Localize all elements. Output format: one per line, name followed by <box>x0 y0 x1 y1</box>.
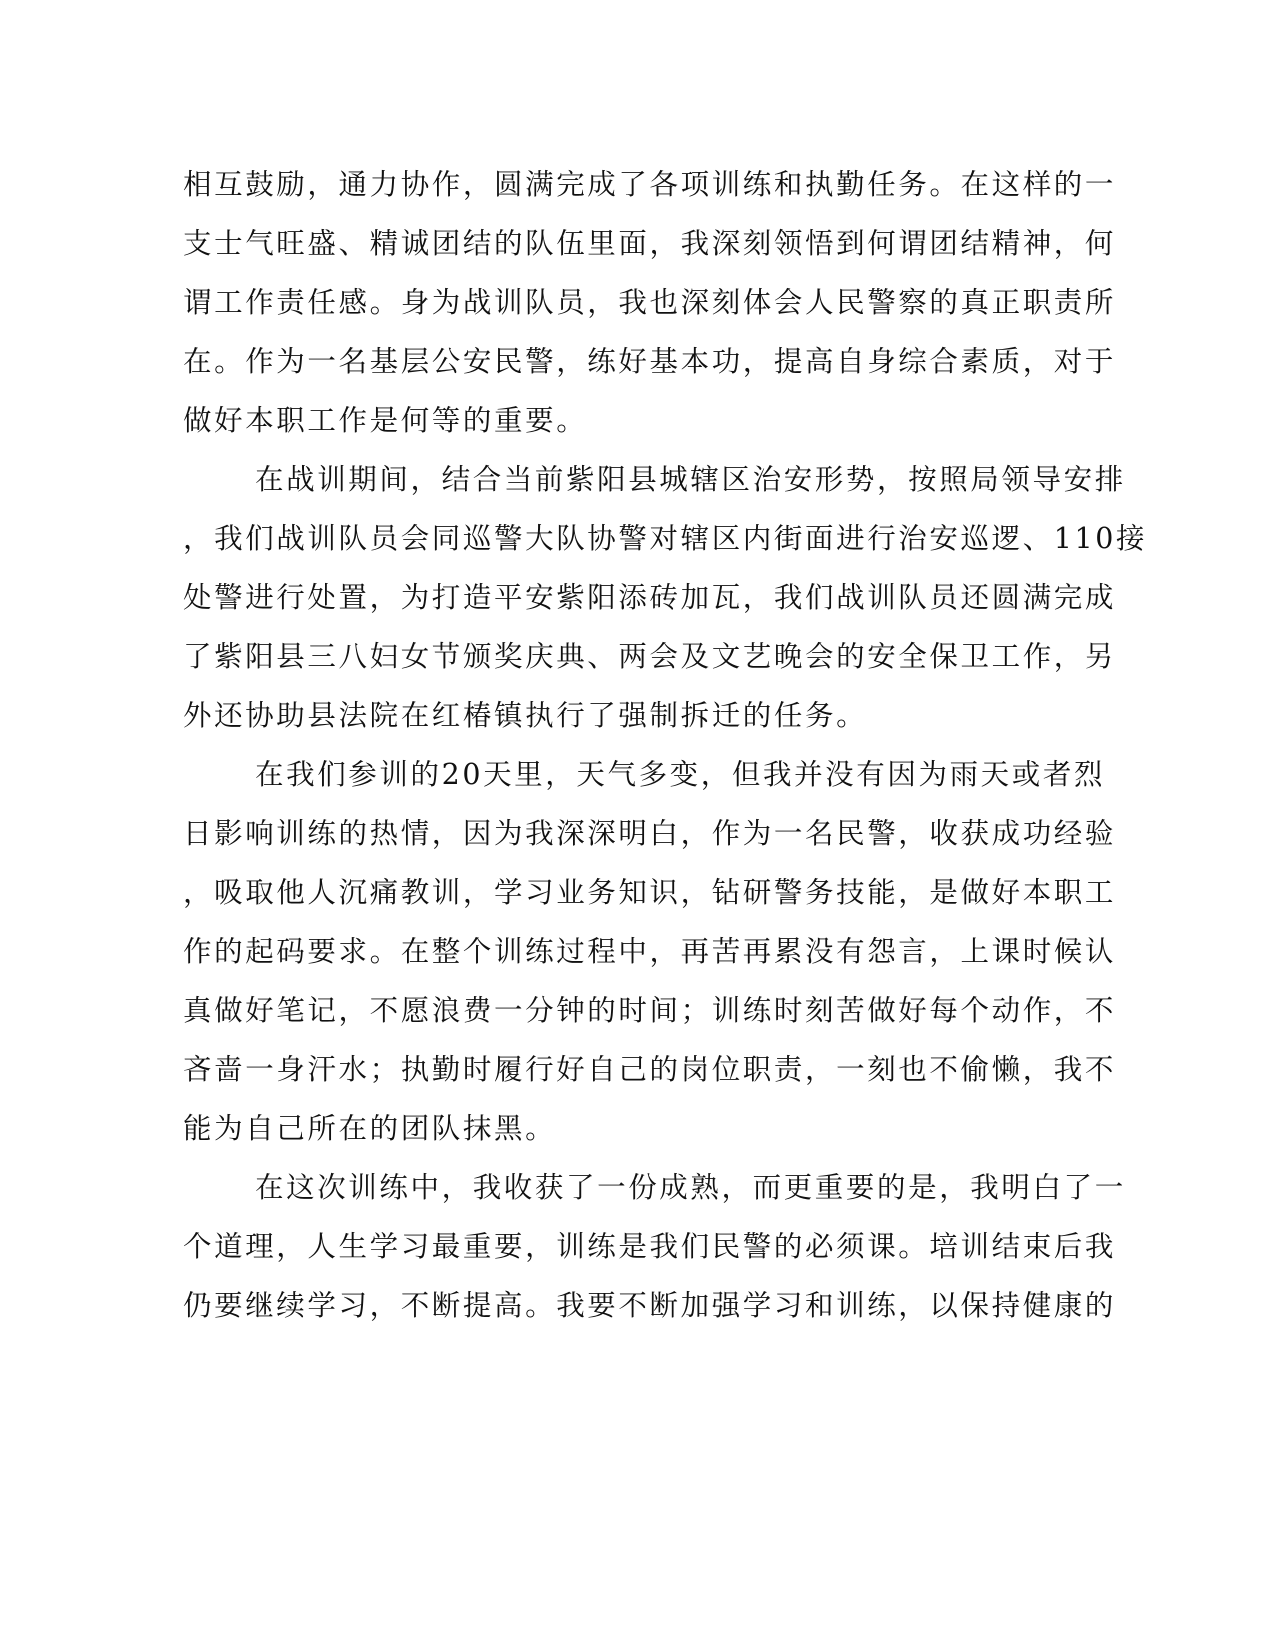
text-line: 谓工作责任感。身为战训队员，我也深刻体会人民警察的真正职责所 <box>183 286 1117 319</box>
text-line: 能为自己所在的团队抹黑。 <box>183 1112 557 1145</box>
text-line: 仍要继续学习，不断提高。我要不断加强学习和训练，以保持健康的 <box>183 1289 1117 1322</box>
text-line: ，我们战训队员会同巡警大队协警对辖区内街面进行治安巡逻、110接 <box>183 522 1148 555</box>
text-line: 在。作为一名基层公安民警，练好基本功，提高自身综合素质，对于 <box>183 345 1117 378</box>
text-line: 日影响训练的热情，因为我深深明白，作为一名民警，收获成功经验 <box>183 817 1117 850</box>
paragraph-start-line: 在战训期间，结合当前紫阳县城辖区治安形势，按照局领导安排 <box>255 463 1126 496</box>
text-line: 处警进行处置，为打造平安紫阳添砖加瓦，我们战训队员还圆满完成 <box>183 581 1117 614</box>
text-line: 吝啬一身汗水；执勤时履行好自己的岗位职责，一刻也不偷懒，我不 <box>183 1053 1117 1086</box>
paragraph-start-line: 在我们参训的20天里，天气多变，但我并没有因为雨天或者烈 <box>255 758 1106 791</box>
text-line: 个道理，人生学习最重要，训练是我们民警的必须课。培训结束后我 <box>183 1230 1117 1263</box>
paragraph-start-line: 在这次训练中，我收获了一份成熟，而更重要的是，我明白了一 <box>255 1171 1126 1204</box>
text-line: 支士气旺盛、精诚团结的队伍里面，我深刻领悟到何谓团结精神，何 <box>183 227 1117 260</box>
body-text <box>183 155 1148 1335</box>
text-line: ，吸取他人沉痛教训，学习业务知识，钻研警务技能，是做好本职工 <box>183 876 1117 909</box>
text-line: 作的起码要求。在整个训练过程中，再苦再累没有怨言，上课时候认 <box>183 935 1117 968</box>
text-line: 了紫阳县三八妇女节颁奖庆典、两会及文艺晚会的安全保卫工作，另 <box>183 640 1117 673</box>
text-line: 外还协助县法院在红椿镇执行了强制拆迁的任务。 <box>183 699 868 732</box>
text-line: 做好本职工作是何等的重要。 <box>183 404 588 437</box>
text-line: 相互鼓励，通力协作，圆满完成了各项训练和执勤任务。在这样的一 <box>183 168 1117 201</box>
text-line: 真做好笔记，不愿浪费一分钟的时间；训练时刻苦做好每个动作，不 <box>183 994 1117 1027</box>
